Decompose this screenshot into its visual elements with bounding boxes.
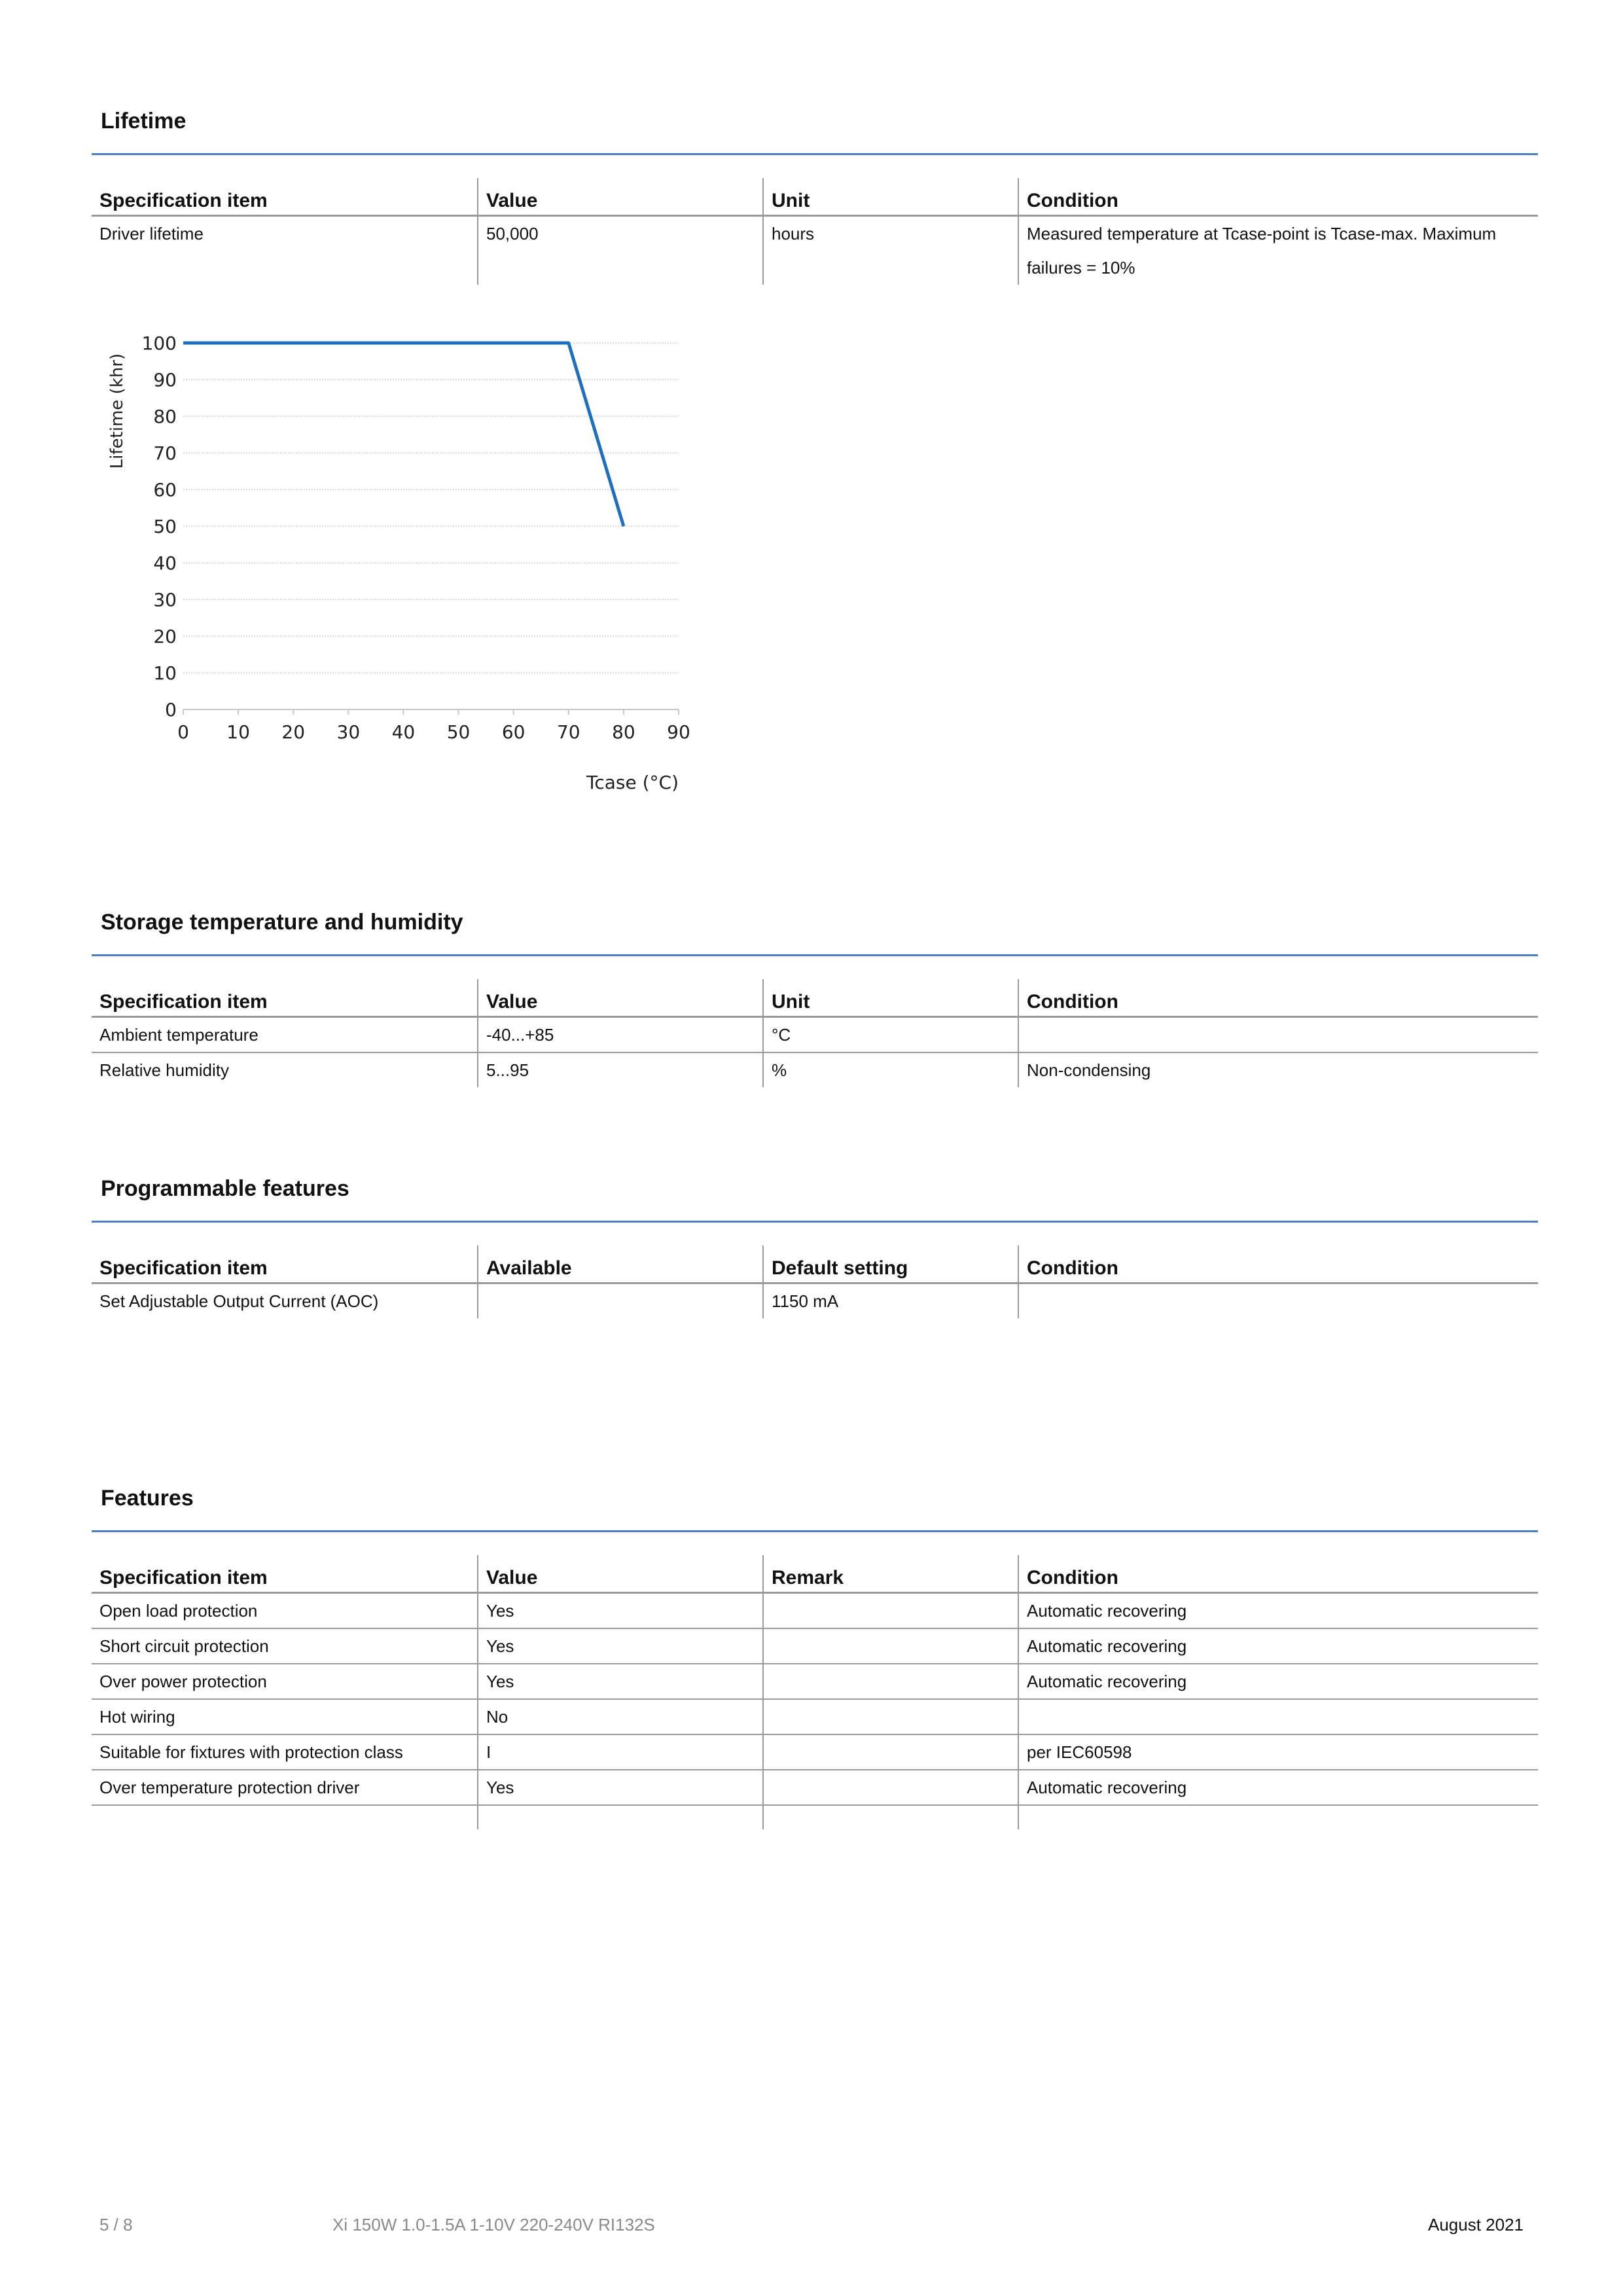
table-cell — [92, 1805, 478, 1829]
table-row — [92, 1664, 1538, 1699]
column-header: Available — [478, 1246, 763, 1283]
table-cell: hours — [763, 216, 1018, 285]
table-cell: Yes — [478, 1593, 763, 1629]
table-cell — [1018, 1805, 1538, 1829]
series-line — [183, 343, 624, 526]
table-row — [92, 1283, 1538, 1319]
lifetime-chart — [92, 314, 720, 812]
column-header: Specification item — [92, 1246, 478, 1283]
y-tick-label: 50 — [153, 516, 177, 537]
y-tick-label: 80 — [153, 406, 177, 427]
table-row — [92, 1017, 1538, 1053]
table-cell — [763, 1699, 1018, 1734]
table-cell: Over power protection — [92, 1664, 478, 1699]
x-tick-label: 70 — [556, 721, 580, 743]
storage-table — [92, 979, 1538, 1087]
section-divider — [92, 1221, 1538, 1223]
table-cell: per IEC60598 — [1018, 1734, 1538, 1770]
table-cell: % — [763, 1052, 1018, 1087]
table-cell: 5...95 — [478, 1052, 763, 1087]
column-header: Specification item — [92, 1555, 478, 1593]
column-header: Remark — [763, 1555, 1018, 1593]
table-row — [92, 1052, 1538, 1087]
column-header: Unit — [763, 178, 1018, 216]
y-tick-label: 10 — [153, 662, 177, 684]
x-tick-label: 10 — [226, 721, 250, 743]
table-cell — [1018, 1699, 1538, 1734]
table-row — [92, 1770, 1538, 1805]
table-cell: Automatic recovering — [1018, 1593, 1538, 1629]
table-cell: 1150 mA — [763, 1283, 1018, 1319]
table-row — [92, 1628, 1538, 1664]
y-tick-label: 100 — [141, 332, 177, 354]
section-title: Features — [101, 1486, 194, 1511]
column-header: Value — [478, 979, 763, 1017]
table-cell: Yes — [478, 1628, 763, 1664]
table-cell: Non-condensing — [1018, 1052, 1538, 1087]
table-cell: °C — [763, 1017, 1018, 1053]
y-tick-label: 0 — [165, 699, 177, 721]
table-cell: Automatic recovering — [1018, 1628, 1538, 1664]
column-header: Condition — [1018, 979, 1538, 1017]
table-cell: Short circuit protection — [92, 1628, 478, 1664]
y-axis-label: Lifetime (khr) — [107, 353, 127, 469]
section-title: Lifetime — [101, 109, 187, 134]
table-cell: No — [478, 1699, 763, 1734]
column-header: Specification item — [92, 178, 478, 216]
column-header: Condition — [1018, 178, 1538, 216]
table-cell — [478, 1805, 763, 1829]
table-cell: Driver lifetime — [99, 224, 204, 243]
table-row — [92, 1734, 1538, 1770]
x-tick-label: 0 — [177, 721, 189, 743]
table-cell — [763, 1664, 1018, 1699]
column-header: Condition — [1018, 1555, 1538, 1593]
lifetime-table — [92, 178, 1538, 285]
column-header: Default setting — [763, 1246, 1018, 1283]
table-cell — [763, 1593, 1018, 1629]
x-tick-label: 90 — [667, 721, 690, 743]
table-cell: Automatic recovering — [1018, 1664, 1538, 1699]
table-cell: Ambient temperature — [92, 1017, 478, 1053]
table-cell — [763, 1734, 1018, 1770]
page-number: 5 / 8 — [99, 2215, 133, 2234]
x-tick-label: 20 — [281, 721, 306, 743]
table-cell: Automatic recovering — [1018, 1770, 1538, 1805]
section-title: Programmable features — [101, 1176, 349, 1201]
table-cell: Measured temperature at Tcase-point is Tcase-max. Maximum failures = 10% — [1018, 216, 1538, 285]
y-tick-label: 90 — [153, 369, 177, 391]
table-cell: Over temperature protection driver — [92, 1770, 478, 1805]
programmable-table — [92, 1246, 1538, 1318]
table-cell: I — [478, 1734, 763, 1770]
table-cell — [478, 1283, 763, 1319]
table-cell: Relative humidity — [99, 1060, 229, 1080]
table-cell: Suitable for fixtures with protection class — [92, 1734, 478, 1770]
table-row — [92, 1805, 1538, 1829]
table-cell — [763, 1805, 1018, 1829]
table-row — [92, 1699, 1538, 1734]
table-cell: -40...+85 — [478, 1017, 763, 1053]
features-table — [92, 1555, 1538, 1829]
column-header: Value — [478, 1555, 763, 1593]
publication-date: August 2021 — [1427, 2215, 1524, 2234]
section-divider — [92, 1530, 1538, 1532]
y-tick-label: 40 — [153, 552, 177, 574]
section-title: Storage temperature and humidity — [101, 910, 463, 935]
column-header: Unit — [763, 979, 1018, 1017]
column-header: Specification item — [92, 979, 478, 1017]
table-cell: Yes — [478, 1770, 763, 1805]
x-tick-label: 30 — [336, 721, 361, 743]
column-header: Condition — [1018, 1246, 1538, 1283]
table-cell — [1018, 1283, 1538, 1319]
section-divider — [92, 153, 1538, 155]
x-tick-label: 40 — [391, 721, 416, 743]
y-tick-label: 60 — [153, 479, 177, 501]
table-cell — [763, 1770, 1018, 1805]
y-tick-label: 30 — [153, 589, 177, 611]
table-cell: Open load protection — [92, 1593, 478, 1629]
table-cell — [763, 1628, 1018, 1664]
y-tick-label: 20 — [153, 626, 177, 647]
table-cell: Set Adjustable Output Current (AOC) — [99, 1291, 379, 1311]
table-row — [92, 216, 1538, 285]
section-divider — [92, 954, 1538, 956]
table-cell: Hot wiring — [92, 1699, 478, 1734]
x-tick-label: 80 — [612, 721, 635, 743]
x-tick-label: 50 — [446, 721, 471, 743]
table-cell — [1018, 1017, 1538, 1053]
table-cell: Yes — [478, 1664, 763, 1699]
x-axis-label: Tcase (°C) — [586, 772, 679, 793]
y-tick-label: 70 — [153, 442, 177, 464]
column-header: Value — [478, 178, 763, 216]
table-cell: 50,000 — [478, 216, 763, 285]
product-name: Xi 150W 1.0-1.5A 1-10V 220-240V RI132S — [332, 2215, 655, 2234]
x-tick-label: 60 — [501, 721, 526, 743]
table-row — [92, 1593, 1538, 1629]
